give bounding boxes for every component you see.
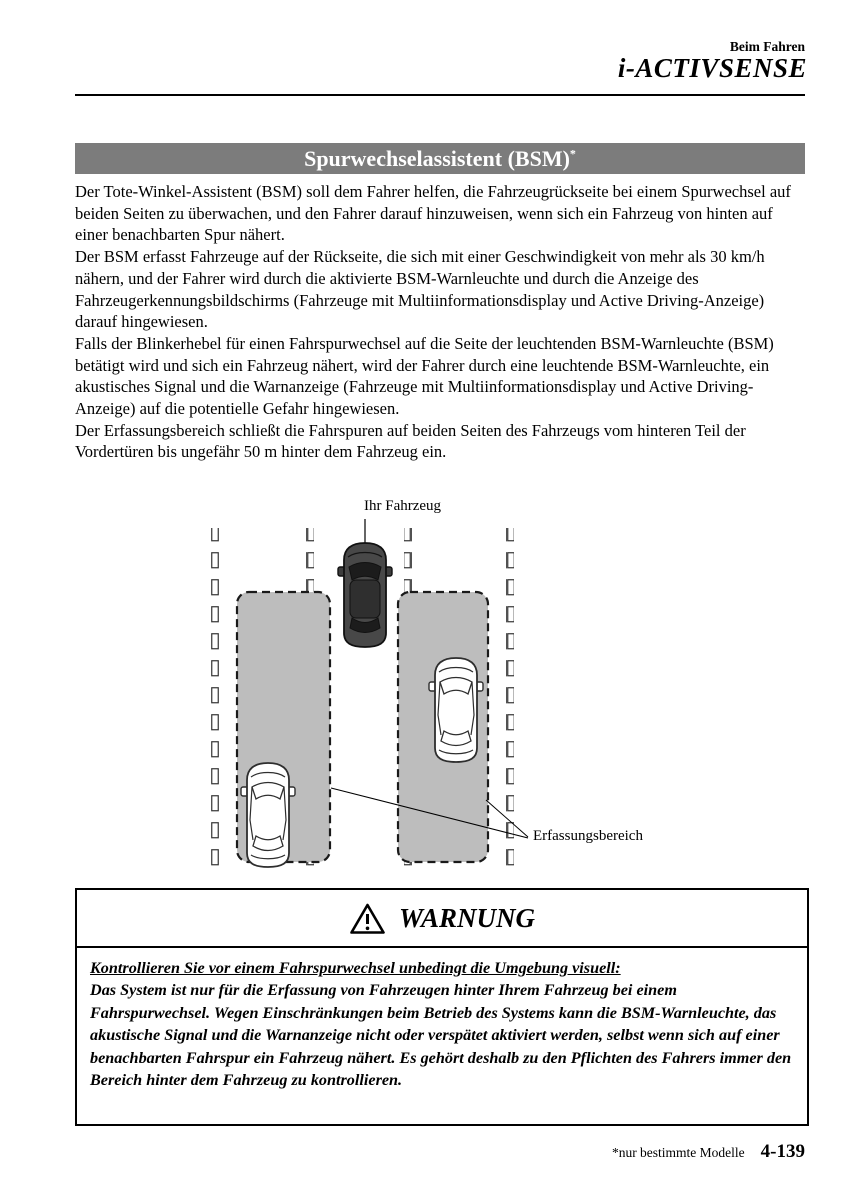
approaching-vehicle-left: [241, 763, 295, 867]
lane-marking-4: [506, 528, 514, 872]
paragraph-2: Der BSM erfasst Fahrzeuge auf der Rückseite, die sich mit einer Geschwindigkeit von mehr als 30 km/h nähern, und der Fahrer wird durch die aktivierte BSM-Warnleuchte und durch die Anzeige des Fahrzeugerkennungsbildschirms (Fahrzeuge mit Multiinformationsdisplay und Active Driving-Anzeige) darauf hingewiesen.: [75, 247, 765, 332]
footnote: *nur bestimmte Modelle: [611, 1145, 745, 1160]
paragraph-1: Der Tote-Winkel-Assistent (BSM) soll dem Fahrer helfen, die Fahrzeugrückseite bei einem Spurwechsel auf beiden Seiten zu überwachen, und den Fahrer darauf hinzuweisen, wenn sich ein Fahrzeug von hinten auf einer benachbarten Spur nähert.: [75, 182, 791, 245]
section-title-bar: [75, 143, 805, 174]
header-section-label: Beim Fahren: [729, 39, 805, 54]
warning-title: WARNUNG: [398, 902, 535, 933]
warning-lead: Kontrollieren Sie vor einem Fahrspurwechsel unbedingt die Umgebung visuell:: [90, 959, 621, 977]
section-title: Spurwechselassistent (BSM): [304, 146, 570, 171]
header-divider: [75, 94, 805, 96]
road-diagram-canvas: [75, 498, 805, 888]
paragraph-3: Falls der Blinkerhebel für einen Fahrspurwechsel auf die Seite der leuchtenden BSM-Warnleuchte (BSM) betätigt wird und sich ein Fahrzeug nähert, wird der Fahrer durch eine leuchtende BSM-Warnleuchte, ein akustisches Signal und die Warnanzeige (Fahrzeuge mit Multiinformationsdisplay und Active Driving-Anzeige) auf die potentielle Gefahr hingewiesen.: [75, 333, 774, 419]
vehicle-label: Ihr Fahrzeug: [364, 498, 442, 514]
warning-box: [75, 888, 809, 1126]
warning-text: Das System ist nur für die Erfassung von Fahrzeugen hinter Ihrem Fahrzeug bei einem Fahrspurwechsel. Wegen Einschränkungen beim Betrieb des Systems kann die BSM-Warnleuchte, das akustische Signal und die Warnanzeige nicht oder verspätet aktiviert werden, selbst wenn sich auf einer benachbarten Fahrspur ein Fahrzeug nähert. Es gehört deshalb zu den Pflichten des Fahrers immer den Bereich hinter dem Fahrzeug zu kontrollieren.: [90, 981, 792, 1090]
page-footer: [612, 1141, 805, 1163]
body-text: [75, 181, 807, 463]
warning-triangle-icon: [349, 902, 386, 935]
bsm-diagram: [75, 498, 805, 888]
ego-vehicle: [338, 543, 392, 647]
warning-header: [77, 890, 807, 948]
detection-zone-label: Erfassungsbereich: [533, 828, 643, 844]
warning-body: [77, 948, 807, 1103]
lane-marking-1: [211, 528, 219, 872]
approaching-vehicle-right: [429, 658, 483, 762]
paragraph-4: Der Erfassungsbereich schließt die Fahrspuren auf beiden Seiten des Fahrzeugs vom hinteren Teil der Vordertüren bis ungefähr 50 m hinter dem Fahrzeug ein.: [75, 420, 746, 462]
header-chapter-title: i-ACTIVSENSE: [617, 53, 807, 83]
section-title-asterisk: *: [569, 146, 576, 161]
page-number: 4-139: [760, 1141, 805, 1162]
